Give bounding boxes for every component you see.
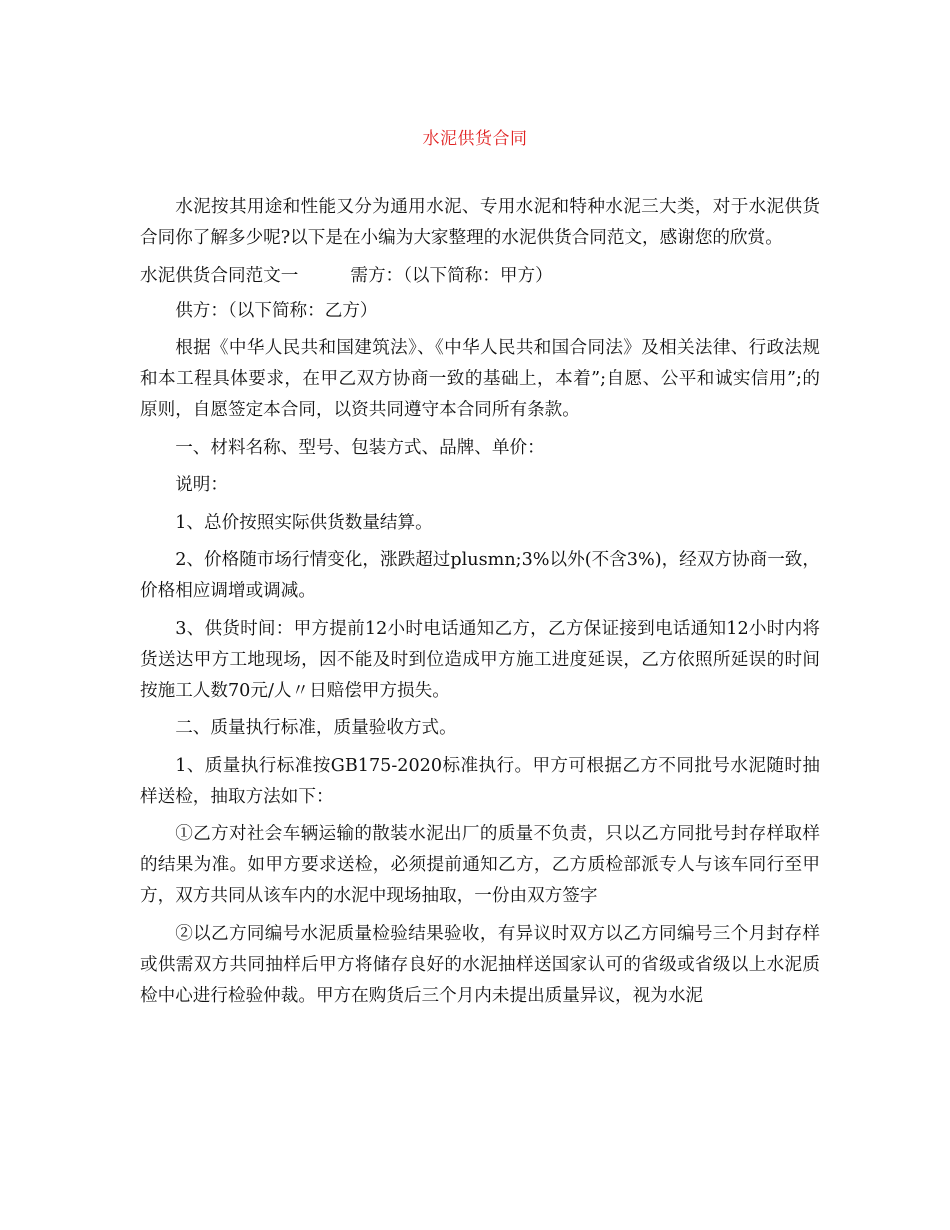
buyer-line: 需方：（以下简称：甲方） [350,265,553,286]
document-body [140,192,820,1018]
note-1: 1、总价按照实际供货数量结算。 [175,512,433,533]
quality-item-a: ①乙方对社会车辆运输的散装水泥出厂的质量不负责，只以乙方同批号封存样取样的结果为准。如甲方要求送检，必须提前通知乙方，乙方质检部派专人与该车同行至甲方，双方共同从该车内的水泥中现场抽取，一份由双方签字 [140,824,820,906]
note-3: 3、供货时间：甲方提前12小时电话通知乙方，乙方保证接到电话通知12小时内将货送达甲方工地现场，因不能及时到位造成甲方施工进度延误，乙方依照所延误的时间按施工人数70元/人〃日赔偿甲方损失。 [140,618,820,701]
note-2: 2、价格随市场行情变化，涨跌超过plusmn;3%以外(不含3%)，经双方协商一致，价格相应调增或调减。 [140,550,820,601]
sample-header-line [140,261,820,292]
quality-1: 1、质量执行标准按GB175-2020标准执行。甲方可根据乙方不同批号水泥随时抽样送检，抽取方法如下： [140,755,820,807]
intro-paragraph: 水泥按其用途和性能又分为通用水泥、专用水泥和特种水泥三大类，对于水泥供货合同你了解多少呢?以下是在小编为大家整理的水泥供货合同范文，感谢您的欣赏。 [140,197,820,248]
basis-paragraph: 根据《中华人民共和国建筑法》、《中华人民共和国合同法》及相关法律、行政法规和本工程具体要求，在甲乙双方协商一致的基础上，本着”;自愿、公平和诚实信用”;的原则，自愿签定本合同，以资共同遵守本合同所有条款。 [140,338,820,420]
sample-heading: 水泥供货合同范文一 [140,265,299,286]
section-1-heading: 一、材料名称、型号、包装方式、品牌、单价： [175,437,545,458]
note-label: 说明： [175,475,228,495]
quality-item-b: ②以乙方同编号水泥质量检验结果验收，有异议时双方以乙方同编号三个月封存样或供需双方共同抽样后甲方将储存良好的水泥抽样送国家认可的省级或省级以上水泥质检中心进行检验仲裁。甲方在购货后三个月内未提出质量异议，视为水泥 [140,923,820,1006]
document-title: 水泥供货合同 [422,129,528,149]
section-2-heading: 二、质量执行标准，质量验收方式。 [175,718,457,738]
supplier-line: 供方：（以下简称：乙方） [175,300,378,321]
